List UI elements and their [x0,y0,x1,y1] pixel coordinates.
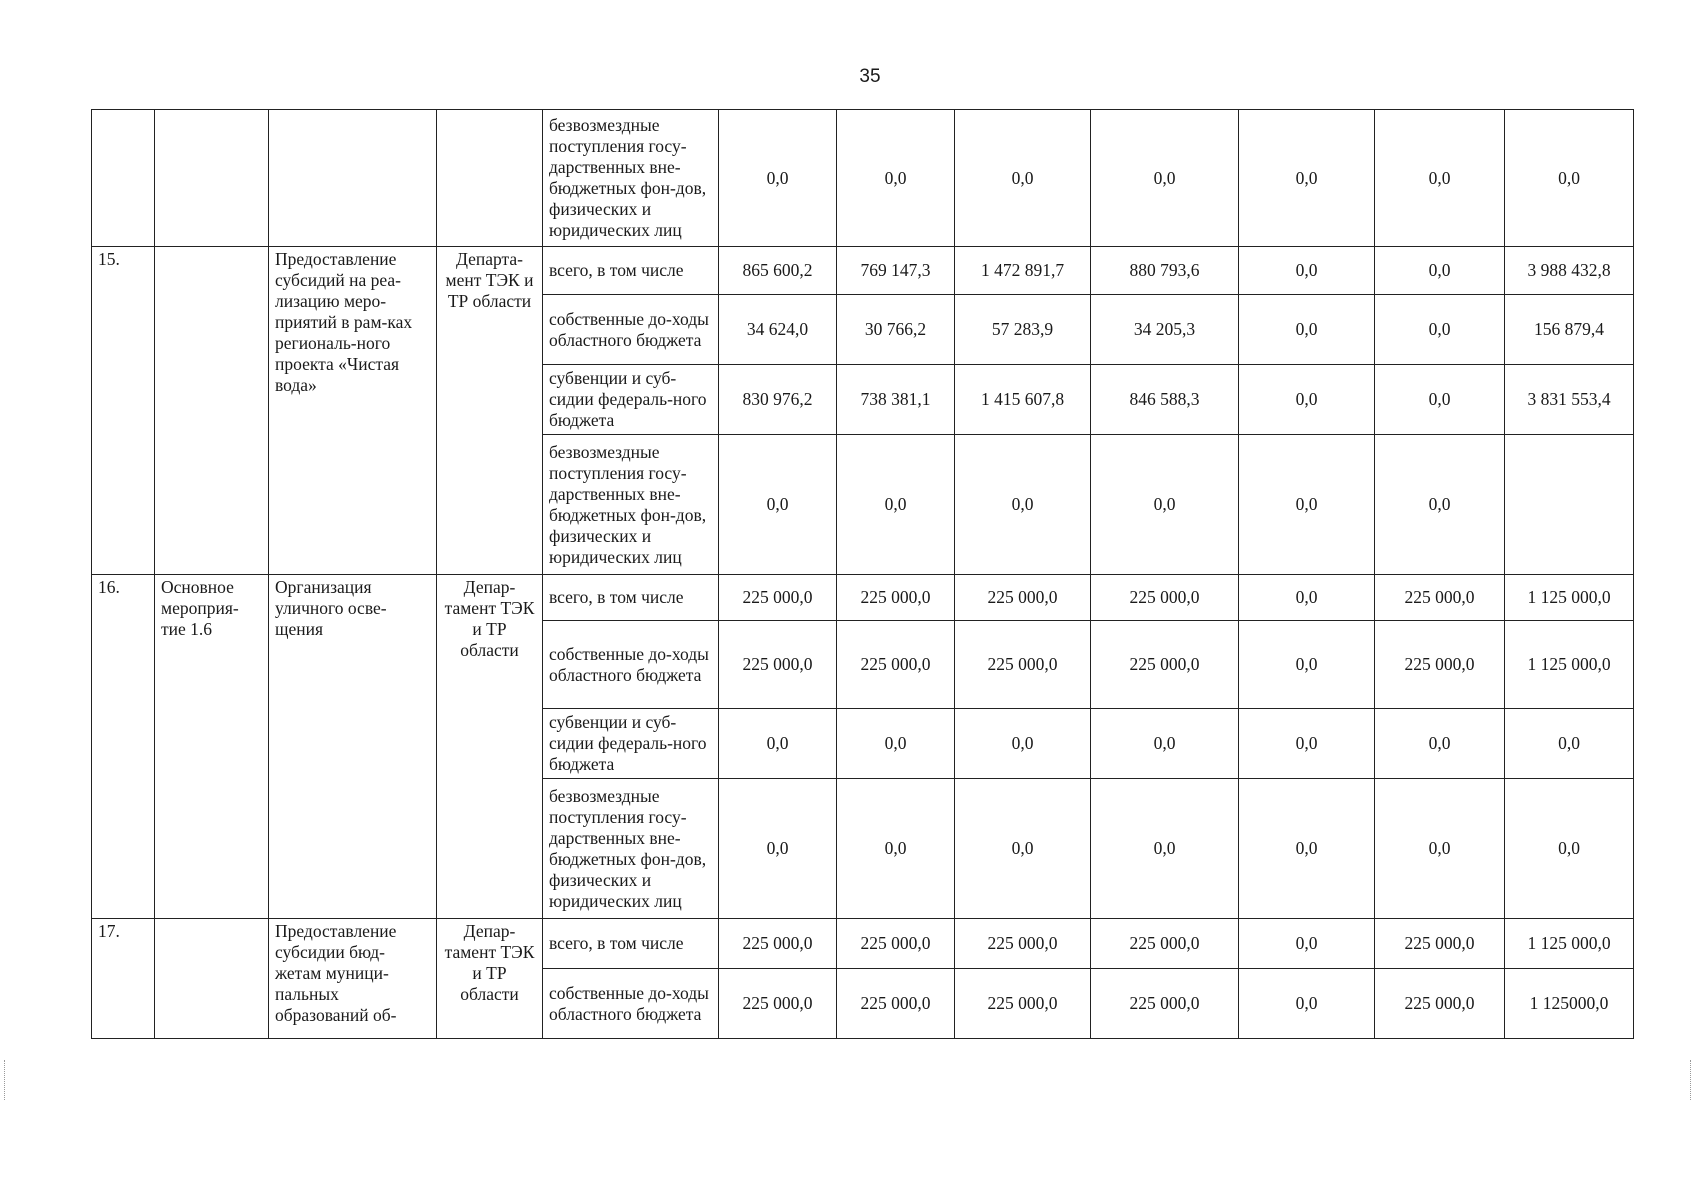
amount-cell: 225 000,0 [1091,621,1239,709]
scan-edge-mark-right [1690,1060,1692,1100]
table-row [92,247,1634,295]
table-row [92,110,1634,247]
amount-cell: 0,0 [955,110,1091,247]
amount-cell: 0,0 [955,435,1091,575]
amount-cell: 225 000,0 [1091,919,1239,969]
amount-cell: 0,0 [1375,435,1505,575]
amount-cell: 156 879,4 [1505,295,1634,365]
amount-cell: 1 125 000,0 [1505,575,1634,621]
row-number-cell: 16. [92,575,155,919]
funding-source-cell: собственные до-ходы областного бюджета [543,621,719,709]
amount-cell: 225 000,0 [955,969,1091,1039]
amount-cell: 0,0 [837,435,955,575]
funding-source-cell: безвозмездные поступления госу-дарственных вне-бюджетных фон-дов, физических и юридических лиц [543,110,719,247]
amount-cell: 0,0 [837,110,955,247]
amount-cell: 0,0 [1239,247,1375,295]
event-code-cell: Основное мероприя-тие 1.6 [155,575,269,919]
row-number-cell: 17. [92,919,155,1039]
amount-cell: 846 588,3 [1091,365,1239,435]
amount-cell: 0,0 [955,779,1091,919]
amount-cell: 1 472 891,7 [955,247,1091,295]
amount-cell: 0,0 [719,110,837,247]
amount-cell: 225 000,0 [837,969,955,1039]
event-name-cell: Предоставление субсидий на реа-лизацию меро-приятий в рам-ках региональ-ного проекта «Чистая вода» [269,247,437,575]
amount-cell: 34 205,3 [1091,295,1239,365]
amount-cell: 225 000,0 [719,919,837,969]
amount-cell: 0,0 [837,779,955,919]
amount-cell [1505,435,1634,575]
amount-cell: 1 125000,0 [1505,969,1634,1039]
amount-cell: 1 125 000,0 [1505,919,1634,969]
amount-cell: 0,0 [1239,621,1375,709]
amount-cell: 0,0 [1375,365,1505,435]
funding-source-cell: субвенции и суб-сидии федераль-ного бюджета [543,709,719,779]
amount-cell: 880 793,6 [1091,247,1239,295]
amount-cell: 0,0 [719,779,837,919]
amount-cell: 0,0 [1091,435,1239,575]
amount-cell: 769 147,3 [837,247,955,295]
amount-cell: 225 000,0 [1091,969,1239,1039]
amount-cell: 0,0 [1375,295,1505,365]
executor-cell: Департа-мент ТЭК и ТР области [437,247,543,575]
table-row [92,575,1634,621]
table-row [92,919,1634,969]
amount-cell: 225 000,0 [837,575,955,621]
executor-cell: Депар-тамент ТЭК и ТР области [437,919,543,1039]
executor-cell: Депар-тамент ТЭК и ТР области [437,575,543,919]
amount-cell: 225 000,0 [1091,575,1239,621]
amount-cell: 0,0 [1375,779,1505,919]
amount-cell: 0,0 [1091,709,1239,779]
table-body [92,110,1634,1039]
executor-cell [437,110,543,247]
amount-cell: 3 831 553,4 [1505,365,1634,435]
amount-cell: 0,0 [1091,110,1239,247]
event-name-cell [269,110,437,247]
amount-cell: 865 600,2 [719,247,837,295]
funding-source-cell: собственные до-ходы областного бюджета [543,969,719,1039]
amount-cell: 0,0 [955,709,1091,779]
amount-cell: 225 000,0 [955,919,1091,969]
amount-cell: 0,0 [1505,779,1634,919]
amount-cell: 225 000,0 [837,919,955,969]
amount-cell: 1 415 607,8 [955,365,1091,435]
amount-cell: 0,0 [1375,110,1505,247]
event-code-cell [155,247,269,575]
amount-cell: 225 000,0 [1375,919,1505,969]
amount-cell: 0,0 [719,435,837,575]
amount-cell: 225 000,0 [955,575,1091,621]
amount-cell: 0,0 [1239,575,1375,621]
amount-cell: 0,0 [1239,435,1375,575]
amount-cell: 0,0 [1239,365,1375,435]
amount-cell: 0,0 [1375,709,1505,779]
amount-cell: 225 000,0 [719,621,837,709]
funding-source-cell: всего, в том числе [543,247,719,295]
amount-cell: 225 000,0 [1375,969,1505,1039]
amount-cell: 0,0 [1239,110,1375,247]
amount-cell: 1 125 000,0 [1505,621,1634,709]
amount-cell: 3 988 432,8 [1505,247,1634,295]
amount-cell: 738 381,1 [837,365,955,435]
funding-source-cell: субвенции и суб-сидии федераль-ного бюджета [543,365,719,435]
amount-cell: 34 624,0 [719,295,837,365]
amount-cell: 0,0 [1239,295,1375,365]
row-number-cell: 15. [92,247,155,575]
page-number: 35 [859,66,881,87]
funding-source-cell: всего, в том числе [543,575,719,621]
amount-cell: 0,0 [1239,969,1375,1039]
amount-cell: 0,0 [1239,709,1375,779]
amount-cell: 30 766,2 [837,295,955,365]
amount-cell: 0,0 [1091,779,1239,919]
amount-cell: 0,0 [1505,709,1634,779]
budget-table [91,109,1634,1039]
event-code-cell [155,919,269,1039]
funding-source-cell: собственные до-ходы областного бюджета [543,295,719,365]
amount-cell: 57 283,9 [955,295,1091,365]
event-name-cell: Организация уличного осве-щения [269,575,437,919]
funding-source-cell: безвозмездные поступления госу-дарственных вне-бюджетных фон-дов, физических и юридических лиц [543,779,719,919]
event-name-cell: Предоставление субсидии бюд-жетам муници-пальных образований об- [269,919,437,1039]
amount-cell: 0,0 [719,709,837,779]
row-number-cell [92,110,155,247]
amount-cell: 225 000,0 [837,621,955,709]
amount-cell: 225 000,0 [1375,575,1505,621]
amount-cell: 0,0 [1239,919,1375,969]
funding-source-cell: безвозмездные поступления госу-дарственных вне-бюджетных фон-дов, физических и юридических лиц [543,435,719,575]
scan-edge-mark-left [4,1060,6,1100]
amount-cell: 830 976,2 [719,365,837,435]
event-code-cell [155,110,269,247]
amount-cell: 225 000,0 [719,575,837,621]
amount-cell: 0,0 [837,709,955,779]
amount-cell: 225 000,0 [955,621,1091,709]
funding-source-cell: всего, в том числе [543,919,719,969]
amount-cell: 0,0 [1239,779,1375,919]
amount-cell: 225 000,0 [719,969,837,1039]
amount-cell: 225 000,0 [1375,621,1505,709]
amount-cell: 0,0 [1505,110,1634,247]
amount-cell: 0,0 [1375,247,1505,295]
